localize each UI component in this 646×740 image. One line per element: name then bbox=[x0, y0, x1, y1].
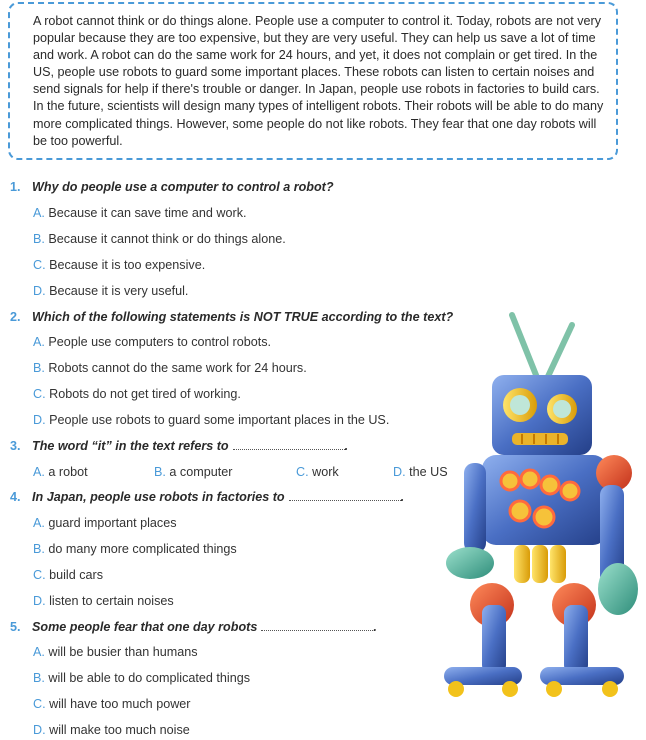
option-text: People use computers to control robots. bbox=[48, 335, 272, 349]
question-end: . bbox=[344, 439, 349, 453]
question-number: 2. bbox=[10, 310, 21, 324]
option-text: a computer bbox=[169, 465, 233, 479]
option-letter: A. bbox=[33, 206, 45, 220]
reading-passage bbox=[8, 2, 618, 160]
option-4c[interactable] bbox=[33, 568, 103, 582]
question-end: . bbox=[400, 490, 405, 504]
option-4b[interactable] bbox=[33, 542, 237, 556]
answer-blank[interactable] bbox=[261, 620, 373, 631]
option-letter: C. bbox=[33, 568, 46, 582]
question-2 bbox=[10, 310, 453, 324]
option-letter: A. bbox=[33, 335, 45, 349]
question-4 bbox=[10, 490, 404, 504]
robot-body bbox=[482, 455, 607, 545]
question-text: Why do people use a computer to control a robot? bbox=[32, 180, 334, 194]
option-text: Robots do not get tired of working. bbox=[49, 387, 241, 401]
question-text: The word “it” in the text refers to bbox=[32, 439, 229, 453]
option-text: Because it is very useful. bbox=[49, 284, 189, 298]
option-text: Because it can save time and work. bbox=[48, 206, 247, 220]
robot-left-leg bbox=[444, 583, 522, 697]
question-3 bbox=[10, 439, 348, 453]
option-letter: A. bbox=[33, 645, 45, 659]
option-1b[interactable] bbox=[33, 232, 286, 246]
option-2a[interactable] bbox=[33, 335, 271, 349]
option-5a[interactable] bbox=[33, 645, 198, 659]
option-2d[interactable] bbox=[33, 413, 389, 427]
robot-waist bbox=[514, 545, 566, 583]
question-text: Some people fear that one day robots bbox=[32, 620, 258, 634]
option-letter: B. bbox=[33, 361, 45, 375]
option-text: the US bbox=[409, 465, 448, 479]
passage-text: A robot cannot think or do things alone. People use a computer to control it. Today, robots are not very popular because they are too expensive, but they are very useful. They can help us save a lot of time and work. A robot can do the same work for 24 hours, and yet, it does not complain or get tired. In the US, people use robots to guard some important places. These robots can listen to certain noises and send signals for help if there's trouble or danger. In Japan, people use robots in factories to build cars. In the future, scientists will design many types of intelligent robots. Their robots will be able to do many more complicated things. However, some people do not like robots. They fear that one day robots will be too powerful. bbox=[33, 14, 604, 148]
option-letter: D. bbox=[33, 413, 46, 427]
option-5c[interactable] bbox=[33, 697, 191, 711]
option-letter: A. bbox=[33, 465, 45, 479]
option-4a[interactable] bbox=[33, 516, 177, 530]
option-text: will be busier than humans bbox=[48, 645, 198, 659]
option-1a[interactable] bbox=[33, 206, 247, 220]
robot-head bbox=[492, 375, 592, 455]
option-text: Because it is too expensive. bbox=[49, 258, 206, 272]
robot-right-arm bbox=[596, 455, 638, 615]
option-text: do many more complicated things bbox=[48, 542, 237, 556]
option-1d[interactable] bbox=[33, 284, 188, 298]
robot-illustration bbox=[422, 305, 642, 715]
option-text: listen to certain noises bbox=[49, 594, 174, 608]
option-letter: B. bbox=[154, 465, 166, 479]
question-1 bbox=[10, 180, 334, 194]
option-3a[interactable] bbox=[33, 465, 88, 479]
option-letter: C. bbox=[33, 387, 46, 401]
option-text: Robots cannot do the same work for 24 hours. bbox=[48, 361, 307, 375]
question-number: 4. bbox=[10, 490, 21, 504]
option-letter: B. bbox=[33, 232, 45, 246]
option-text: Because it cannot think or do things alone. bbox=[48, 232, 286, 246]
option-text: will make too much noise bbox=[49, 723, 190, 737]
question-number: 1. bbox=[10, 180, 21, 194]
option-letter: D. bbox=[393, 465, 406, 479]
option-text: a robot bbox=[48, 465, 88, 479]
question-5 bbox=[10, 620, 377, 634]
option-letter: C. bbox=[33, 258, 46, 272]
robot-antennas bbox=[512, 315, 572, 385]
option-text: work bbox=[312, 465, 339, 479]
option-letter: D. bbox=[33, 723, 46, 737]
option-text: will be able to do complicated things bbox=[48, 671, 251, 685]
question-number: 5. bbox=[10, 620, 21, 634]
option-letter: C. bbox=[33, 697, 46, 711]
option-letter: D. bbox=[33, 594, 46, 608]
question-text: In Japan, people use robots in factories to bbox=[32, 490, 285, 504]
option-letter: A. bbox=[33, 516, 45, 530]
option-2b[interactable] bbox=[33, 361, 307, 375]
option-letter: B. bbox=[33, 671, 45, 685]
option-5b[interactable] bbox=[33, 671, 250, 685]
option-letter: C. bbox=[296, 465, 309, 479]
answer-blank[interactable] bbox=[233, 439, 345, 450]
question-text: Which of the following statements is NOT TRUE according to the text? bbox=[32, 310, 454, 324]
option-text: will have too much power bbox=[49, 697, 191, 711]
question-end: . bbox=[373, 620, 377, 634]
question-number: 3. bbox=[10, 439, 21, 453]
option-3c[interactable] bbox=[296, 465, 339, 479]
option-4d[interactable] bbox=[33, 594, 174, 608]
option-5d[interactable] bbox=[33, 723, 190, 737]
option-letter: D. bbox=[33, 284, 46, 298]
option-letter: B. bbox=[33, 542, 45, 556]
answer-blank[interactable] bbox=[289, 490, 401, 501]
option-3b[interactable] bbox=[154, 465, 232, 479]
option-text: build cars bbox=[49, 568, 103, 582]
option-2c[interactable] bbox=[33, 387, 241, 401]
option-text: guard important places bbox=[48, 516, 177, 530]
option-text: People use robots to guard some important places in the US. bbox=[49, 413, 390, 427]
option-1c[interactable] bbox=[33, 258, 205, 272]
